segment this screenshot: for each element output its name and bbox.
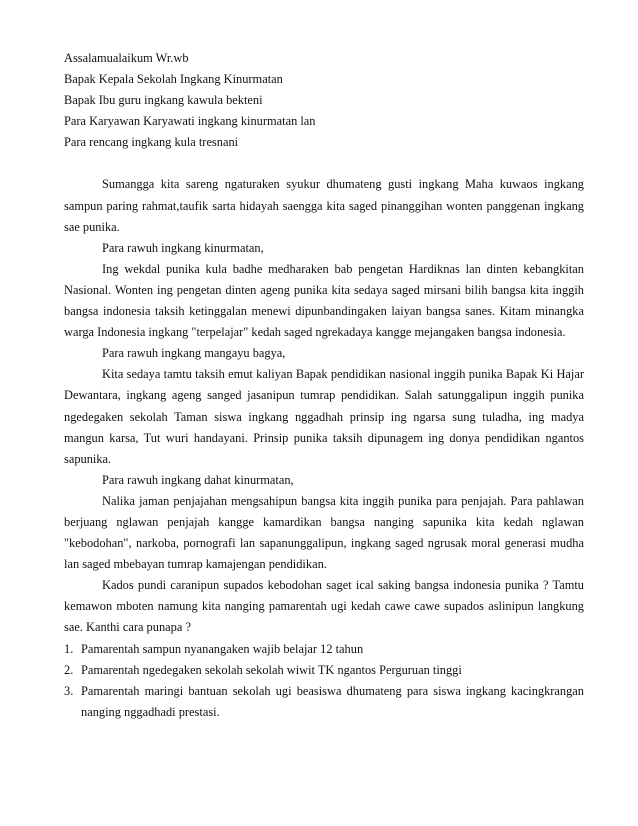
paragraph-ki-hajar: Kita sedaya tamtu taksih emut kaliyan Bapak pendidikan nasional inggih punika Bapak Ki Hajar Dewantara, ingkang ageng sanged jasanipun tumrap pendidikan. Salah satunggalipun inggih punika ngedegaken sekolah Taman siswa ingkang nggadhah prinsip ing ngarsa sung tuladha, ing madya mangun karsa, Tut wuri handayani. Prinsip punika taksih dipunagem ing donya pendidikan ngantos sapunika. <box>64 367 584 466</box>
numbered-list <box>64 639 584 723</box>
speech-text <box>64 48 584 723</box>
list-item <box>64 660 584 681</box>
list-text: Pamarentah sampun nyanangaken wajib belajar 12 tahun <box>81 641 364 656</box>
paragraph-question: Kados pundi caranipun supados kebodohan saget ical saking bangsa indonesia punika ? Tamtu kemawon mboten namung kita nanging pamarentah ugi kedah cawe cawe supados aslinipun langkung sae. Kanthi cara punapa ? <box>64 578 584 635</box>
list-number: 3. <box>64 683 74 698</box>
spacer <box>64 153 584 174</box>
greeting-line: Para Karyawan Karyawati ingkang kinurmatan lan <box>64 114 316 129</box>
greeting-line: Bapak Kepala Sekolah Ingkang Kinurmatan <box>64 72 283 87</box>
address-line: Para rawuh ingkang kinurmatan, <box>102 240 264 255</box>
address-line: Para rawuh ingkang dahat kinurmatan, <box>102 472 294 487</box>
address-line: Para rawuh ingkang mangayu bagya, <box>102 346 286 361</box>
paragraph-penjajahan: Nalika jaman penjajahan mengsahipun bangsa kita inggih punika para penjajah. Para pahlawan berjuang nglawan penjajah kangge kamardikan bangsa nanging sapunika kita kedah nglawan "kebodohan", narkoba, pornografi lan sapanunggalipun, ingkang saged ngrusak moral generasi mudha lan saged mbebayan tumrap kamajengan pendidikan. <box>64 493 584 572</box>
paragraph-hardiknas: Ing wekdal punika kula badhe medharaken bab pengetan Hardiknas lan dinten kebangkitan Nasional. Wonten ing pengetan dinten ageng punika kita sedaya saged mirsani bilih bangsa kita inggih bangsa indonesia taksih ketinggalan menewi dipunbandingaken laiyan bangsa sanes. Kitam minangka warga Indonesia ingkang "terpelajar" kedah saged ngrekadaya kangge mejangaken bangsa indonesia. <box>64 261 584 340</box>
paragraph-opening: Sumangga kita sareng ngaturaken syukur dhumateng gusti ingkang Maha kuwaos ingkang sampun paring rahmat,taufik sarta hidayah saengga kita saged pinanggihan wonten panggenan ingkang sae punika. <box>64 177 584 234</box>
list-number: 2. <box>64 662 74 677</box>
list-item <box>64 681 584 723</box>
list-text: Pamarentah ngedegaken sekolah sekolah wiwit TK ngantos Perguruan tinggi <box>81 662 462 677</box>
greeting-line: Assalamualaikum Wr.wb <box>64 51 189 65</box>
list-item <box>64 639 584 660</box>
list-number: 1. <box>64 641 74 656</box>
list-text: Pamarentah maringi bantuan sekolah ugi beasiswa dhumateng para siswa ingkang kacingkrangan nanging nggadhadi prestasi. <box>81 683 584 719</box>
greeting-line: Bapak Ibu guru ingkang kawula bekteni <box>64 93 263 108</box>
greeting-line: Para rencang ingkang kula tresnani <box>64 135 239 150</box>
